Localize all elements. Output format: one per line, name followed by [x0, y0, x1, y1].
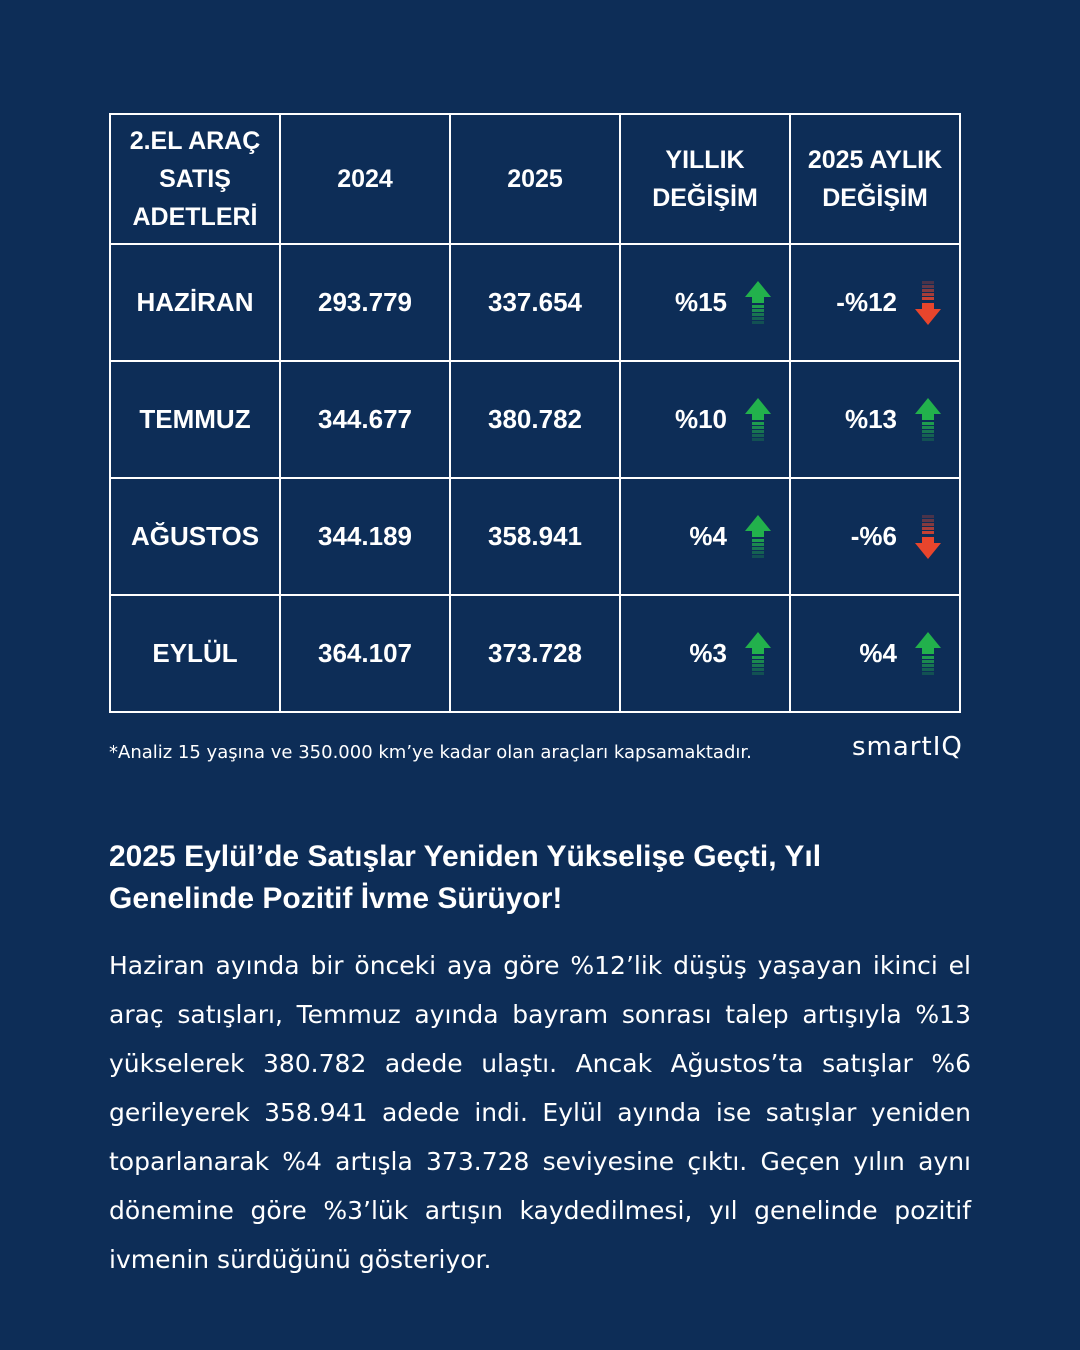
change-wrap — [621, 398, 789, 442]
header-line: SATIŞ — [159, 165, 231, 193]
monthly-change-cell — [790, 361, 960, 478]
yearly-change-cell — [620, 595, 790, 712]
value-2025-cell: 337.654 — [450, 244, 620, 361]
sales-table — [109, 113, 961, 713]
sales-table-container — [109, 113, 961, 708]
value-2025-cell: 373.728 — [450, 595, 620, 712]
smartiq-logo — [852, 732, 963, 762]
month-cell: EYLÜL — [110, 595, 280, 712]
value-2024-cell: 344.189 — [280, 478, 450, 595]
arrow-down-icon — [915, 281, 941, 325]
change-percent: %3 — [689, 638, 727, 668]
header-line: YILLIK — [665, 146, 745, 174]
month-cell: AĞUSTOS — [110, 478, 280, 595]
change-percent: -%12 — [836, 287, 897, 317]
change-percent: %10 — [674, 404, 727, 434]
header-line: 2.EL ARAÇ — [129, 127, 261, 155]
arrow-down-icon — [915, 515, 941, 559]
header-yearly-change — [620, 114, 790, 244]
change-wrap — [791, 515, 959, 559]
change-wrap — [621, 632, 789, 676]
change-percent: %13 — [844, 404, 897, 434]
value-2024-cell: 293.779 — [280, 244, 450, 361]
arrow-up-icon — [745, 281, 771, 325]
table-row — [110, 478, 960, 595]
header-2024 — [280, 114, 450, 244]
header-2025 — [450, 114, 620, 244]
value-2024-cell: 364.107 — [280, 595, 450, 712]
change-percent: %15 — [674, 287, 727, 317]
yearly-change-cell — [620, 361, 790, 478]
headline: 2025 Eylül’de Satışlar Yeniden Yükselişe Geçti, Yıl Genelinde Pozitif İvme Sürüyor! — [109, 840, 822, 915]
header-line: 2024 — [337, 165, 393, 193]
change-wrap — [621, 515, 789, 559]
header-line: 2025 AYLIK — [807, 146, 943, 174]
header-line: DEĞİŞİM — [822, 184, 928, 212]
value-2025-cell: 380.782 — [450, 361, 620, 478]
change-wrap — [791, 398, 959, 442]
yearly-change-cell — [620, 478, 790, 595]
body-paragraph: Haziran ayında bir önceki aya göre %12’lik düşüş yaşayan ikinci el araç satışları, Temmuz ayında bayram sonrası talep artışıyla %13 yükselerek 380.782 adede ulaştı. Ancak Ağustos’ta satışlar %6 gerileyerek 358.941 adede indi. Eylül ayında ise satışlar yeniden toparlanarak %4 artışla 373.728 seviyesine çıktı. Geçen yılın aynı dönemine göre %3’lük artışın kaydedilmesi, yıl genelinde pozitif ivmenin sürdüğünü gösteriyor. — [109, 951, 971, 1274]
change-percent: %4 — [859, 638, 897, 668]
header-monthly-change — [790, 114, 960, 244]
analysis-footnote: *Analiz 15 yaşına ve 350.000 km’ye kadar olan araçları kapsamaktadır. — [109, 742, 752, 763]
table-row — [110, 595, 960, 712]
monthly-change-cell — [790, 595, 960, 712]
arrow-up-icon — [745, 398, 771, 442]
arrow-up-icon — [915, 398, 941, 442]
table-header-row — [110, 114, 960, 244]
monthly-change-cell — [790, 478, 960, 595]
value-2024-cell: 344.677 — [280, 361, 450, 478]
header-line: 2025 — [507, 165, 563, 193]
arrow-up-icon — [745, 632, 771, 676]
change-wrap — [791, 281, 959, 325]
month-cell: TEMMUZ — [110, 361, 280, 478]
header-line: DEĞİŞİM — [652, 184, 758, 212]
value-2025-cell: 358.941 — [450, 478, 620, 595]
yearly-change-cell — [620, 244, 790, 361]
change-wrap — [621, 281, 789, 325]
header-line: ADETLERİ — [132, 203, 258, 231]
table-row — [110, 244, 960, 361]
change-percent: %4 — [689, 521, 727, 551]
arrow-up-icon — [915, 632, 941, 676]
monthly-change-cell — [790, 244, 960, 361]
change-percent: -%6 — [850, 521, 897, 551]
table-row — [110, 361, 960, 478]
arrow-up-icon — [745, 515, 771, 559]
change-wrap — [791, 632, 959, 676]
logo-text: smartIQ — [852, 732, 963, 762]
month-cell: HAZİRAN — [110, 244, 280, 361]
header-sales-counts — [110, 114, 280, 244]
